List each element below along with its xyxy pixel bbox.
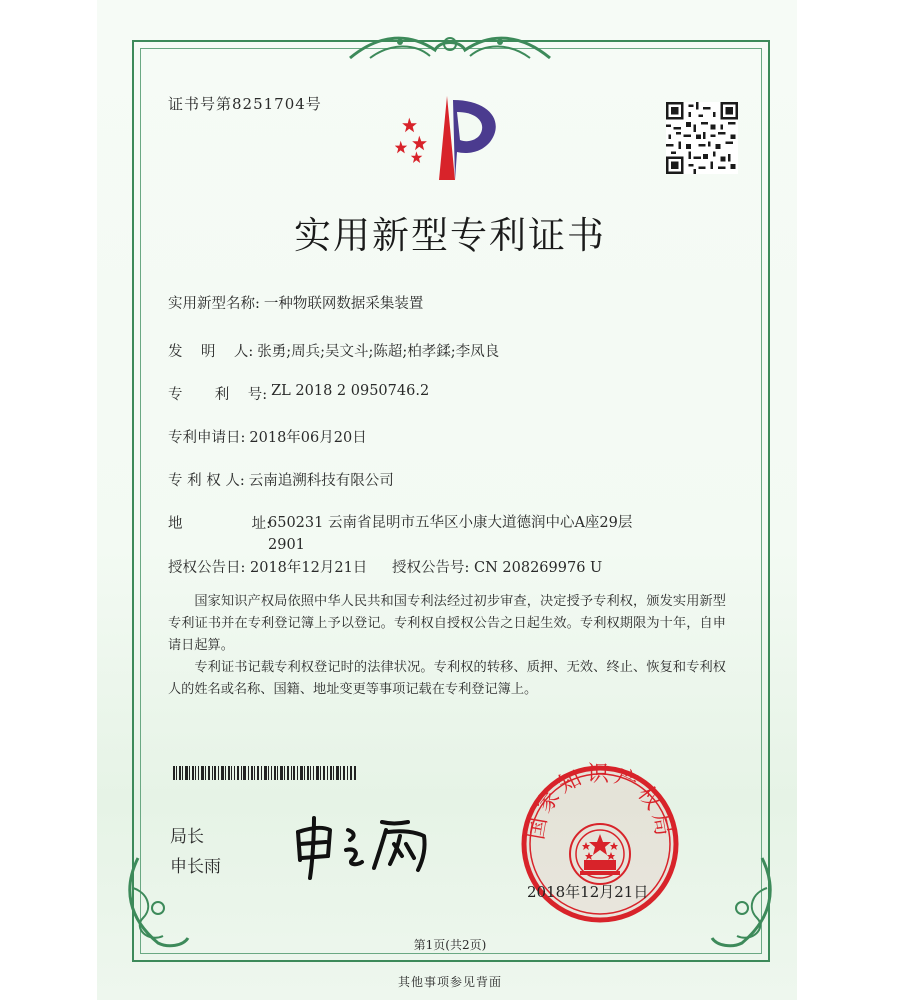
field-value: 650231 云南省昆明市五华区小康大道德润中心A座29层2901 (268, 515, 633, 553)
cnipa-logo-icon (395, 92, 515, 184)
field-patentee (168, 469, 394, 490)
auth-number-value: CN 208269976 U (474, 560, 603, 576)
field-label: 地 址: (168, 516, 272, 532)
certificate-number: 证书号第8251704号 (168, 95, 322, 113)
field-utility-model-name (168, 292, 423, 313)
director-name: 申长雨 (170, 857, 221, 877)
paragraph-grant: 国家知识产权局依照中华人民共和国专利法经过初步审查，决定授予专利权，颁发实用新型专利证书并在专利登记簿上予以登记。专利权自授权公告之日起生效。专利权期限为十年，自申请日起算。 (168, 594, 726, 653)
page-indicator: 第1页(共2页) (413, 938, 487, 952)
auth-number (392, 556, 602, 577)
field-authorization (168, 556, 668, 577)
auth-date-label: 授权公告日: (168, 560, 246, 576)
field-label: 专利申请日: (168, 430, 246, 446)
field-application-date (168, 426, 367, 447)
field-patent-number (168, 383, 429, 404)
director-title: 局长 (170, 827, 204, 847)
auth-date-value: 2018年12月21日 (250, 560, 368, 576)
field-value: 2018年06月20日 (249, 430, 367, 446)
field-value: ZL 2018 2 0950746.2 (271, 383, 430, 399)
field-label: 实用新型名称: (168, 296, 260, 312)
field-value: 张勇;周兵;吴文斗;陈超;柏孝鍒;李凤良 (257, 344, 500, 360)
field-label: 发 明 人: (168, 344, 254, 360)
top-ornament-icon (340, 28, 560, 68)
footer-note: 其他事项参见背面 (397, 975, 502, 989)
field-label: 专 利 权 人: (168, 473, 245, 489)
seal-date: 2018年12月21日 (527, 883, 649, 901)
barcode-icon (173, 766, 356, 780)
qr-code-icon (666, 102, 738, 174)
certificate-title: 实用新型专利证书 (294, 214, 606, 257)
auth-number-label: 授权公告号: (392, 560, 470, 576)
field-value: 云南追溯科技有限公司 (248, 473, 394, 489)
field-value: 一种物联网数据采集装置 (263, 296, 424, 312)
seal-text: 国家知识产权局 (523, 762, 677, 842)
field-label: 专 利 号: (168, 387, 268, 403)
director-signature-icon (290, 810, 450, 880)
field-inventor (168, 340, 499, 361)
paragraph-legal-status: 专利证书记载专利权登记时的法律状况。专利权的转移、质押、无效、终止、恢复和专利权人的姓名或名称、国籍、地址变更等事项记载在专利登记簿上。 (168, 660, 726, 697)
